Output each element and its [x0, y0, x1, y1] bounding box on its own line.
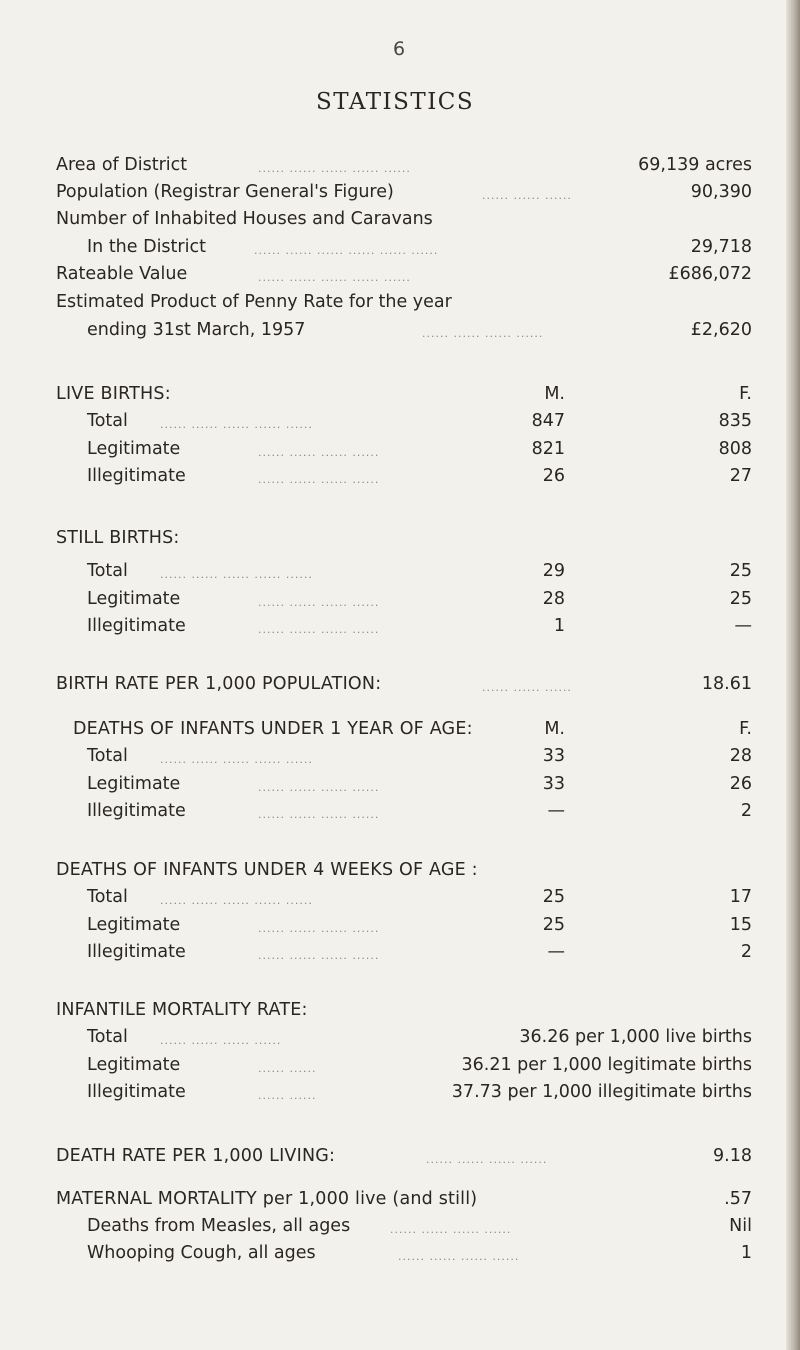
leader-dots: ...... ...... ...... ...... ......: [160, 753, 313, 766]
leader-dots: ...... ...... ...... ......: [258, 922, 380, 935]
inf1-legit-f: 26: [729, 774, 752, 794]
still-illegit-label: Illegitimate: [87, 616, 186, 636]
leader-dots: ...... ...... ...... ......: [422, 327, 544, 340]
leader-dots: ...... ...... ...... ...... ......: [160, 418, 313, 431]
leader-dots: ...... ...... ......: [482, 189, 572, 202]
imr-legit-value: 36.21 per 1,000 legitimate births: [461, 1055, 752, 1075]
still-total-label: Total: [87, 561, 128, 581]
maternal-mortality-label: MATERNAL MORTALITY per 1,000 live (and still): [56, 1189, 478, 1209]
col-f-header: F.: [739, 384, 752, 404]
death-rate-label: DEATH RATE PER 1,000 LIVING:: [56, 1146, 336, 1166]
live-total-f: 835: [718, 411, 752, 431]
inf4-legit-m: 25: [542, 915, 565, 935]
inf4-total-f: 17: [729, 887, 752, 907]
rateable-value: £686,072: [668, 264, 752, 284]
live-births-heading: LIVE BIRTHS:: [56, 384, 171, 404]
infantile-mortality-heading: INFANTILE MORTALITY RATE:: [56, 1000, 308, 1020]
death-rate-value: 9.18: [713, 1146, 752, 1166]
inf1-legit-m: 33: [542, 774, 565, 794]
inf4-legit-f: 15: [729, 915, 752, 935]
live-legit-label: Legitimate: [87, 439, 181, 459]
still-legit-label: Legitimate: [87, 589, 181, 609]
birth-rate-label: BIRTH RATE PER 1,000 POPULATION:: [56, 674, 382, 694]
area-value: 69,139 acres: [638, 155, 752, 175]
inf1-total-m: 33: [542, 746, 565, 766]
live-illegit-m: 26: [542, 466, 565, 486]
rateable-label: Rateable Value: [56, 264, 188, 284]
area-label: Area of District: [56, 155, 188, 175]
inf4-illegit-label: Illegitimate: [87, 942, 186, 962]
penny-rate-label: ending 31st March, 1957: [87, 320, 306, 340]
leader-dots: ...... ...... ...... ......: [258, 808, 380, 821]
leader-dots: ...... ...... ...... ...... ......: [160, 568, 313, 581]
live-illegit-f: 27: [729, 466, 752, 486]
still-illegit-m: 1: [553, 616, 565, 636]
houses-label: In the District: [87, 237, 206, 257]
still-births-heading: STILL BIRTHS:: [56, 528, 180, 548]
inf1-illegit-m: —: [547, 801, 565, 821]
leader-dots: ...... ...... ...... ...... ...... ......: [254, 244, 439, 257]
inf4-illegit-m: —: [547, 942, 565, 962]
imr-illegit-value: 37.73 per 1,000 illegitimate births: [451, 1082, 752, 1102]
inf4-illegit-f: 2: [740, 942, 752, 962]
leader-dots: ...... ...... ...... ......: [258, 949, 380, 962]
whooping-cough-value: 1: [740, 1243, 752, 1263]
still-legit-m: 28: [542, 589, 565, 609]
leader-dots: ...... ...... ...... ...... ......: [258, 162, 411, 175]
inf4-legit-label: Legitimate: [87, 915, 181, 935]
imr-total-value: 36.26 per 1,000 live births: [519, 1027, 752, 1047]
population-value: 90,390: [690, 182, 752, 202]
still-total-m: 29: [542, 561, 565, 581]
imr-illegit-label: Illegitimate: [87, 1082, 186, 1102]
leader-dots: ...... ...... ......: [482, 681, 572, 694]
infant-4wk-heading: DEATHS OF INFANTS UNDER 4 WEEKS OF AGE :: [56, 860, 478, 880]
measles-value: Nil: [729, 1216, 752, 1236]
col-f-header: F.: [739, 719, 752, 739]
leader-dots: ...... ......: [258, 1089, 317, 1102]
houses-value: 29,718: [690, 237, 752, 257]
measles-label: Deaths from Measles, all ages: [87, 1216, 351, 1236]
still-total-f: 25: [729, 561, 752, 581]
leader-dots: ...... ...... ...... ......: [258, 446, 380, 459]
live-illegit-label: Illegitimate: [87, 466, 186, 486]
inf1-total-label: Total: [87, 746, 128, 766]
live-legit-f: 808: [718, 439, 752, 459]
birth-rate-value: 18.61: [701, 674, 752, 694]
live-legit-m: 821: [531, 439, 565, 459]
imr-total-label: Total: [87, 1027, 128, 1047]
leader-dots: ...... ...... ...... ......: [390, 1223, 512, 1236]
leader-dots: ...... ......: [258, 1062, 317, 1075]
leader-dots: ...... ...... ...... ...... ......: [160, 894, 313, 907]
leader-dots: ...... ...... ...... ......: [258, 473, 380, 486]
col-m-header: M.: [544, 384, 565, 404]
imr-legit-label: Legitimate: [87, 1055, 181, 1075]
live-total-label: Total: [87, 411, 128, 431]
maternal-mortality-value: .57: [724, 1189, 752, 1209]
inf1-total-f: 28: [729, 746, 752, 766]
infant-1yr-heading: DEATHS OF INFANTS UNDER 1 YEAR OF AGE:: [73, 719, 473, 739]
penny-rate-label-line1: Estimated Product of Penny Rate for the year: [56, 292, 452, 312]
page-number: 6: [393, 38, 406, 60]
whooping-cough-label: Whooping Cough, all ages: [87, 1243, 316, 1263]
col-m-header: M.: [544, 719, 565, 739]
leader-dots: ...... ...... ...... ......: [258, 623, 380, 636]
leader-dots: ...... ...... ...... ......: [258, 596, 380, 609]
page-edge-shadow: [786, 0, 800, 1350]
still-legit-f: 25: [729, 589, 752, 609]
leader-dots: ...... ...... ...... ...... ......: [258, 271, 411, 284]
inf4-total-m: 25: [542, 887, 565, 907]
still-illegit-f: —: [734, 616, 752, 636]
leader-dots: ...... ...... ...... ......: [426, 1153, 548, 1166]
inf1-illegit-label: Illegitimate: [87, 801, 186, 821]
page-title: STATISTICS: [316, 89, 475, 115]
leader-dots: ...... ...... ...... ......: [160, 1034, 282, 1047]
leader-dots: ...... ...... ...... ......: [258, 781, 380, 794]
inf1-legit-label: Legitimate: [87, 774, 181, 794]
leader-dots: ...... ...... ...... ......: [398, 1250, 520, 1263]
inf4-total-label: Total: [87, 887, 128, 907]
inf1-illegit-f: 2: [740, 801, 752, 821]
population-label: Population (Registrar General's Figure): [56, 182, 394, 202]
live-total-m: 847: [531, 411, 565, 431]
houses-label-line1: Number of Inhabited Houses and Caravans: [56, 209, 433, 229]
penny-rate-value: £2,620: [690, 320, 752, 340]
